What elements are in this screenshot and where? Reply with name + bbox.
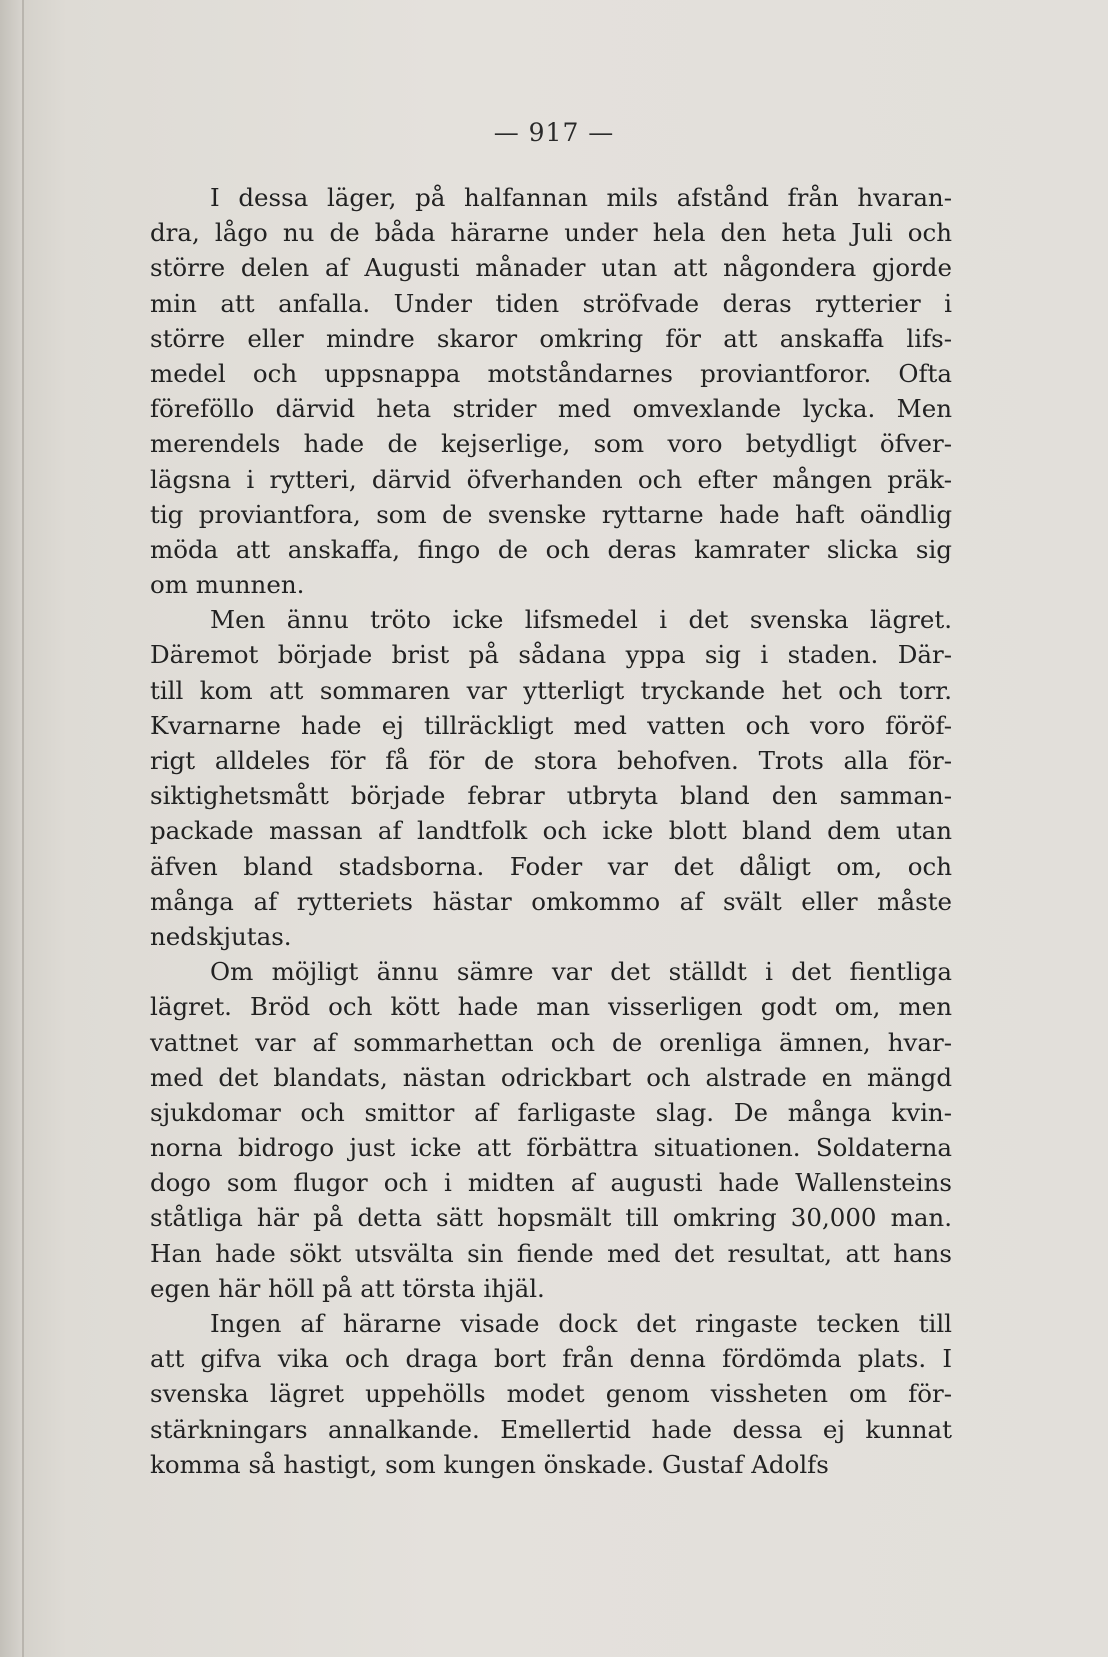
- text-line-content: min att anfalla. Under tiden ströfvade deras rytterier i: [150, 288, 952, 318]
- text-line-content: många af rytteriets hästar omkommo af svält eller måste: [150, 886, 952, 916]
- text-line-content: lägsna i rytteri, därvid öfverhanden och efter mången präk-: [150, 464, 952, 494]
- text-line: [150, 1447, 952, 1482]
- text-line: [150, 1412, 952, 1447]
- text-line: [150, 954, 952, 989]
- text-line: [150, 919, 952, 954]
- text-line: [150, 1306, 952, 1341]
- text-line: [150, 673, 952, 708]
- text-line-content: Men ännu tröto icke lifsmedel i det svenska lägret.: [210, 605, 952, 635]
- text-line-content: packade massan af landtfolk och icke blott bland dem utan: [150, 816, 952, 846]
- binding-shadow: [0, 0, 22, 1657]
- paragraph: [150, 602, 952, 954]
- page-number: — 917 —: [493, 118, 615, 147]
- text-line: [150, 532, 952, 567]
- text-line: [150, 215, 952, 250]
- text-line-content: sjukdomar och smittor af farligaste slag. De många kvin-: [150, 1097, 952, 1127]
- text-line: [150, 497, 952, 532]
- text-line: [150, 743, 952, 778]
- text-line-content: föreföllo därvid heta strider med omvexlande lycka. Men: [150, 394, 952, 424]
- text-line-content: medel och uppsnappa motståndarnes proviantforor. Ofta: [150, 358, 952, 388]
- text-line: [150, 426, 952, 461]
- text-line: [150, 180, 952, 215]
- text-line-content: större eller mindre skaror omkring för att anskaffa lifs-: [150, 323, 952, 353]
- text-line-content: till kom att sommaren var ytterligt tryckande het och torr.: [150, 675, 952, 705]
- text-line-content: merendels hade de kejserlige, som voro betydligt öfver-: [150, 429, 952, 459]
- text-line: [150, 1025, 952, 1060]
- text-line: [150, 778, 952, 813]
- text-line: [150, 602, 952, 637]
- text-line: [150, 884, 952, 919]
- text-line: [150, 849, 952, 884]
- text-line-content: Han hade sökt utsvälta sin fiende med det resultat, att hans: [150, 1238, 952, 1268]
- text-line-content: egen här höll på att törsta ihjäl.: [150, 1273, 545, 1303]
- text-line-content: norna bidrogo just icke att förbättra situationen. Soldaterna: [150, 1133, 952, 1163]
- paragraph: [150, 180, 952, 602]
- text-line: [150, 567, 952, 602]
- text-line: [150, 1130, 952, 1165]
- text-line-content: svenska lägret uppehölls modet genom vissheten om för-: [150, 1379, 952, 1409]
- text-line: [150, 1341, 952, 1376]
- text-line-content: dra, lågo nu de båda härarne under hela den heta Juli och: [150, 218, 952, 248]
- text-line-content: Kvarnarne hade ej tillräckligt med vatten och voro föröf-: [150, 710, 952, 740]
- text-line-content: att gifva vika och draga bort från denna fördömda plats. I: [150, 1344, 952, 1374]
- text-line-content: Ingen af härarne visade dock det ringaste tecken till: [210, 1309, 952, 1338]
- text-line-content: komma så hastigt, som kungen önskade. Gustaf Adolfs: [150, 1449, 829, 1479]
- text-line: [150, 1376, 952, 1411]
- text-line-content: med det blandats, nästan odrickbart och alstrade en mängd: [150, 1062, 952, 1092]
- text-line: [150, 1095, 952, 1130]
- text-line-content: större delen af Augusti månader utan att någondera gjorde: [150, 253, 952, 283]
- text-line-content: Om möjligt ännu sämre var det ställdt i det fientliga: [210, 957, 952, 987]
- text-line: [150, 391, 952, 426]
- text-line: [150, 1060, 952, 1095]
- text-line: [150, 321, 952, 356]
- body-text: [150, 180, 952, 1482]
- text-line-content: siktighetsmått började febrar utbryta bland den samman-: [150, 781, 952, 811]
- text-line: [150, 708, 952, 743]
- text-line-content: möda att anskaffa, fingo de och deras kamrater slicka sig: [150, 534, 952, 564]
- text-line-content: vattnet var af sommarhettan och de orenliga ämnen, hvar-: [150, 1027, 952, 1057]
- text-line-content: rigt alldeles för få för de stora behofven. Trots alla för-: [150, 746, 952, 775]
- text-line-content: dogo som flugor och i midten af augusti hade Wallensteins: [150, 1168, 952, 1198]
- text-line: [150, 462, 952, 497]
- text-line: [150, 637, 952, 672]
- text-line-content: ståtliga här på detta sätt hopsmält till omkring 30,000 man.: [150, 1203, 952, 1233]
- paragraph: [150, 954, 952, 1306]
- text-line: [150, 989, 952, 1024]
- text-line-content: nedskjutas.: [150, 921, 292, 951]
- text-line-content: äfven bland stadsborna. Foder var det dåligt om, och: [150, 851, 952, 881]
- text-line-content: om munnen.: [150, 570, 305, 600]
- text-line-content: tig proviantfora, som de svenske ryttarne hade haft oändlig: [150, 499, 952, 529]
- paragraph: [150, 1306, 952, 1482]
- text-line: [150, 250, 952, 285]
- text-line: [150, 1200, 952, 1235]
- text-line-content: Däremot började brist på sådana yppa sig i staden. Där-: [150, 640, 952, 670]
- text-line-content: lägret. Bröd och kött hade man visserligen godt om, men: [150, 992, 952, 1022]
- text-line-content: I dessa läger, på halfannan mils afstånd från hvaran-: [210, 183, 952, 212]
- text-line: [150, 356, 952, 391]
- text-line: [150, 286, 952, 321]
- binding-fold: [22, 0, 24, 1657]
- text-line: [150, 1271, 952, 1306]
- text-line: [150, 1165, 952, 1200]
- text-line-content: stärkningars annalkande. Emellertid hade dessa ej kunnat: [150, 1414, 952, 1444]
- text-line: [150, 813, 952, 848]
- text-line: [150, 1236, 952, 1271]
